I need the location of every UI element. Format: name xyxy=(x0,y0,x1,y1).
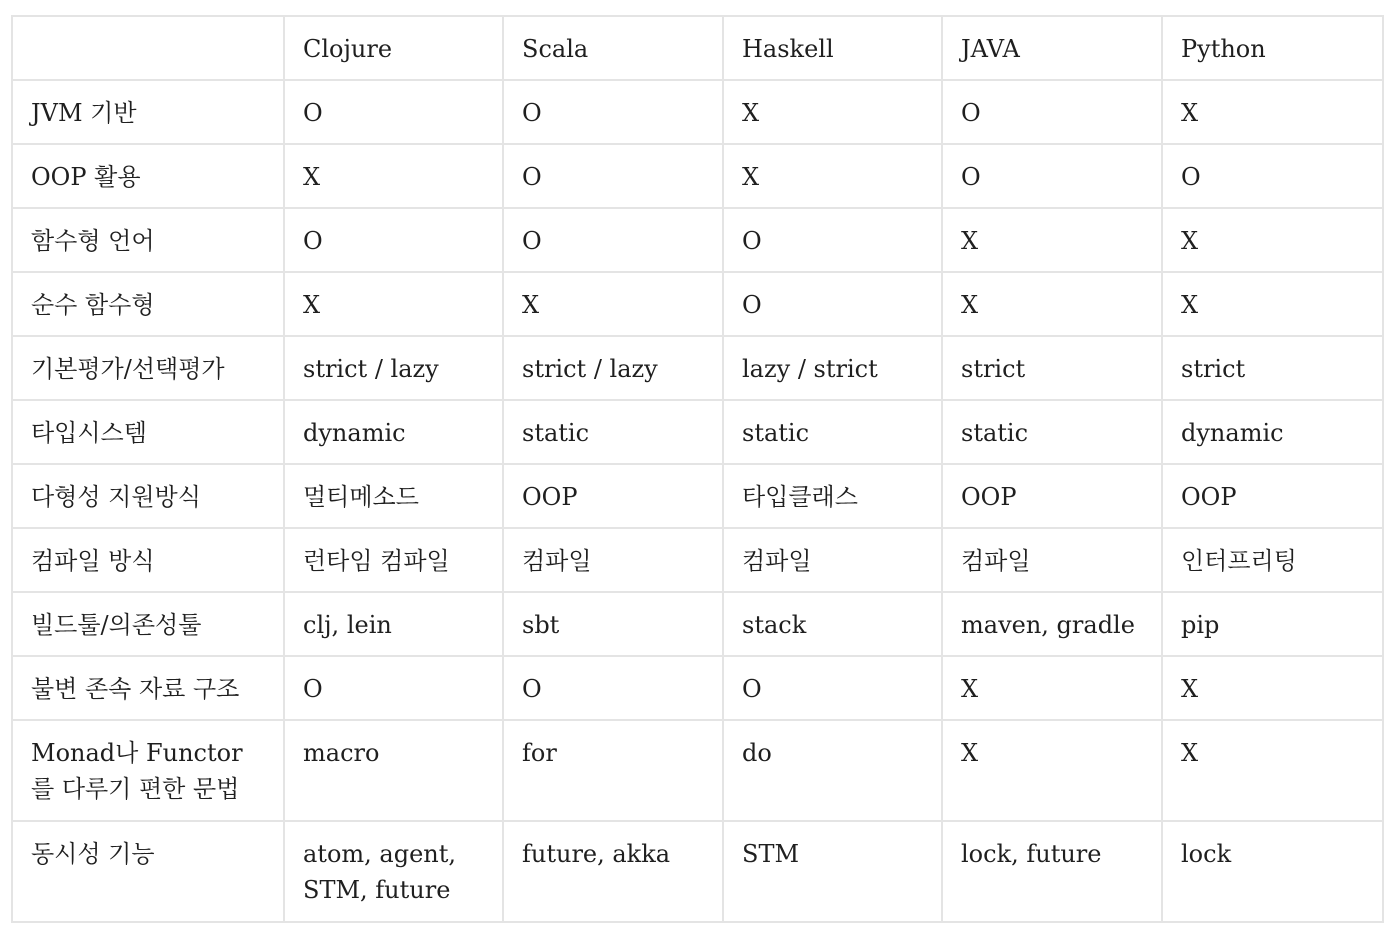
table-cell: O xyxy=(503,80,723,144)
table-cell: O xyxy=(503,208,723,272)
table-row xyxy=(12,528,1383,592)
table-cell: stack xyxy=(723,592,942,656)
table-cell: O xyxy=(723,272,942,336)
table-row xyxy=(12,656,1383,720)
table-cell: strict xyxy=(942,336,1162,400)
table-cell: X xyxy=(284,144,503,208)
table-cell: X xyxy=(942,720,1162,821)
table-cell: O xyxy=(503,656,723,720)
table-cell: 컴파일 xyxy=(942,528,1162,592)
table-cell: dynamic xyxy=(1162,400,1383,464)
table-cell: X xyxy=(942,656,1162,720)
table-row xyxy=(12,272,1383,336)
row-label: 동시성 기능 xyxy=(12,821,284,922)
table-row xyxy=(12,336,1383,400)
table-row xyxy=(12,464,1383,528)
header-cell-empty xyxy=(12,16,284,80)
table-cell: dynamic xyxy=(284,400,503,464)
table-row xyxy=(12,400,1383,464)
table-cell: O xyxy=(942,80,1162,144)
table-cell: lock, future xyxy=(942,821,1162,922)
row-label: JVM 기반 xyxy=(12,80,284,144)
table-cell: strict / lazy xyxy=(284,336,503,400)
table-cell: X xyxy=(1162,80,1383,144)
row-label: 순수 함수형 xyxy=(12,272,284,336)
table-cell: O xyxy=(1162,144,1383,208)
table-cell: clj, lein xyxy=(284,592,503,656)
table-cell: 컴파일 xyxy=(723,528,942,592)
table-cell: STM xyxy=(723,821,942,922)
table-row xyxy=(12,144,1383,208)
row-label: OOP 활용 xyxy=(12,144,284,208)
table-cell: do xyxy=(723,720,942,821)
row-label: 컴파일 방식 xyxy=(12,528,284,592)
table-cell: pip xyxy=(1162,592,1383,656)
table-cell: X xyxy=(1162,208,1383,272)
row-label: 함수형 언어 xyxy=(12,208,284,272)
row-label: 불변 존속 자료 구조 xyxy=(12,656,284,720)
row-label: Monad나 Functor를 다루기 편한 문법 xyxy=(12,720,284,821)
table-cell: static xyxy=(503,400,723,464)
table-row xyxy=(12,592,1383,656)
table-cell: 인터프리팅 xyxy=(1162,528,1383,592)
table-header-row xyxy=(12,16,1383,80)
table-cell: macro xyxy=(284,720,503,821)
table-cell: O xyxy=(723,656,942,720)
table-cell: O xyxy=(284,656,503,720)
table-cell: X xyxy=(1162,272,1383,336)
table-cell: O xyxy=(942,144,1162,208)
table-cell: O xyxy=(284,208,503,272)
table-cell: lock xyxy=(1162,821,1383,922)
table-cell: O xyxy=(503,144,723,208)
table-cell: sbt xyxy=(503,592,723,656)
table-cell: maven, gradle xyxy=(942,592,1162,656)
row-label: 타입시스템 xyxy=(12,400,284,464)
header-cell-scala: Scala xyxy=(503,16,723,80)
table-cell: atom, agent, STM, future xyxy=(284,821,503,922)
table-cell: X xyxy=(723,144,942,208)
header-cell-haskell: Haskell xyxy=(723,16,942,80)
language-comparison-table xyxy=(11,15,1384,923)
table-cell: 런타임 컴파일 xyxy=(284,528,503,592)
table-cell: 멀티메소드 xyxy=(284,464,503,528)
table-cell: X xyxy=(942,208,1162,272)
table-cell: X xyxy=(503,272,723,336)
table-cell: X xyxy=(1162,720,1383,821)
table-cell: OOP xyxy=(1162,464,1383,528)
table-cell: O xyxy=(723,208,942,272)
table-cell: static xyxy=(723,400,942,464)
header-cell-clojure: Clojure xyxy=(284,16,503,80)
table-cell: strict / lazy xyxy=(503,336,723,400)
row-label: 기본평가/선택평가 xyxy=(12,336,284,400)
table-cell: static xyxy=(942,400,1162,464)
table-cell: for xyxy=(503,720,723,821)
table-cell: future, akka xyxy=(503,821,723,922)
table-cell: OOP xyxy=(503,464,723,528)
row-label: 다형성 지원방식 xyxy=(12,464,284,528)
table-cell: X xyxy=(942,272,1162,336)
table-row xyxy=(12,821,1383,922)
header-cell-java: JAVA xyxy=(942,16,1162,80)
header-cell-python: Python xyxy=(1162,16,1383,80)
table-cell: OOP xyxy=(942,464,1162,528)
table-row xyxy=(12,208,1383,272)
table-cell: O xyxy=(284,80,503,144)
table-cell: X xyxy=(723,80,942,144)
table-cell: 컴파일 xyxy=(503,528,723,592)
table-cell: lazy / strict xyxy=(723,336,942,400)
table-cell: 타입클래스 xyxy=(723,464,942,528)
comparison-table-container xyxy=(11,15,1384,923)
table-cell: X xyxy=(284,272,503,336)
table-cell: strict xyxy=(1162,336,1383,400)
table-row xyxy=(12,720,1383,821)
table-row xyxy=(12,80,1383,144)
table-cell: X xyxy=(1162,656,1383,720)
row-label: 빌드툴/의존성툴 xyxy=(12,592,284,656)
